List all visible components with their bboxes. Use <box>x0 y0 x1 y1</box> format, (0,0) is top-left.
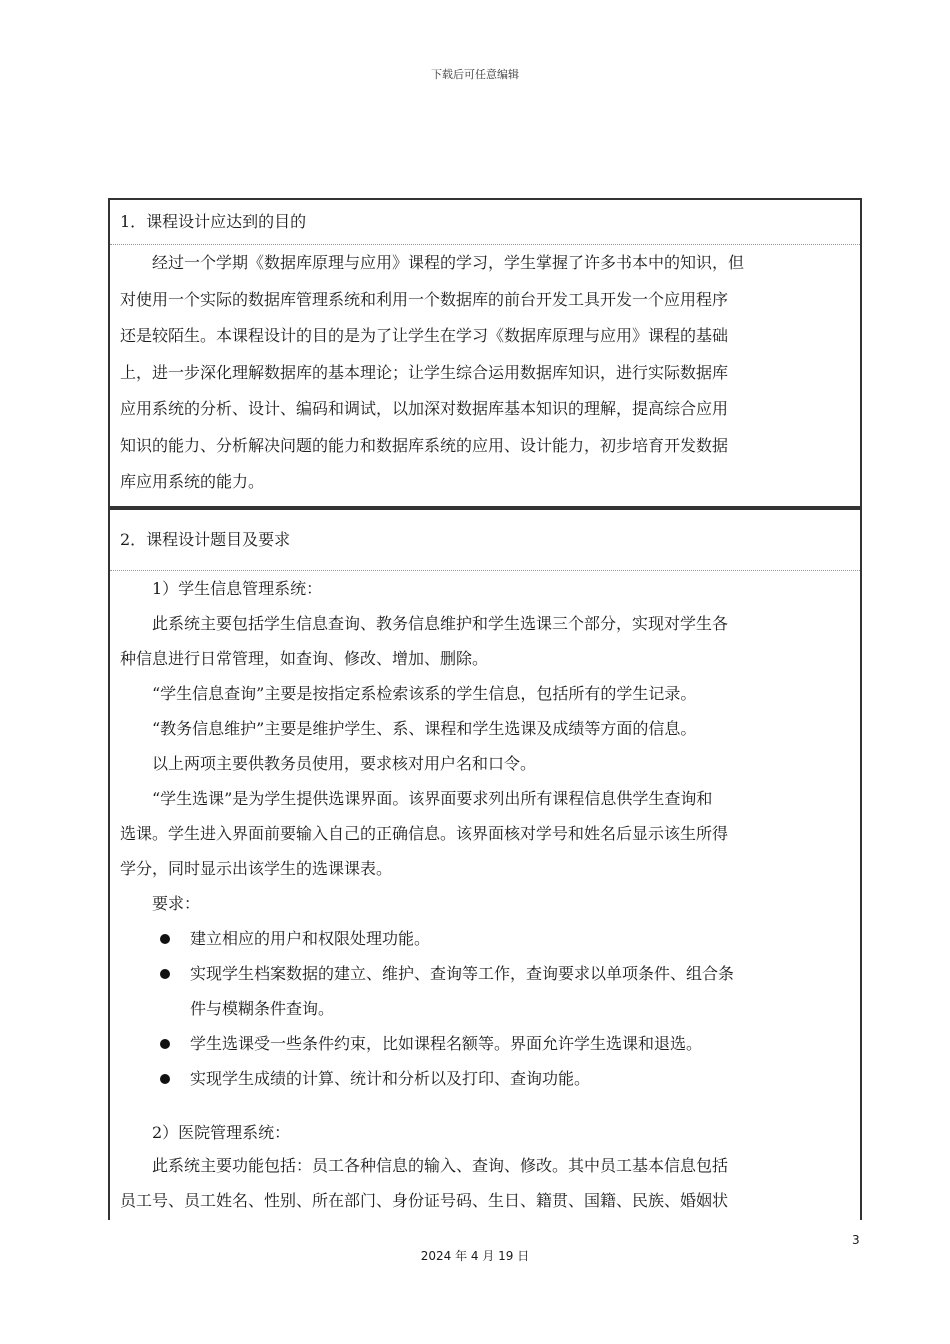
section-title: 2．课程设计题目及要求 <box>110 510 860 571</box>
paragraph-line: 还是较陌生。本课程设计的目的是为了让学生在学习《数据库原理与应用》课程的基础 <box>120 326 729 345</box>
footer-date: 2024 年 4 月 19 日 <box>420 1249 530 1263</box>
subsection-title: 2）医院管理系统： <box>152 1123 291 1142</box>
subsection-title: 1）学生信息管理系统： <box>152 579 323 598</box>
section-body <box>110 245 860 501</box>
paragraph-line: 上，进一步深化理解数据库的基本理论；让学生综合运用数据库知识，进行实际数据库 <box>120 362 729 382</box>
list-item-text: 实现学生成绩的计算、统计和分析以及打印、查询功能。 <box>190 1069 591 1088</box>
paragraph-line: 此系统主要包括学生信息查询、教务信息维护和学生选课三个部分，实现对学生各 <box>152 614 729 633</box>
paragraph-line: 种信息进行日常管理，如查询、修改、增加、删除。 <box>120 649 489 668</box>
section-title: 1．课程设计应达到的目的 <box>110 200 860 245</box>
section-requirements <box>108 508 862 1220</box>
bullet-icon <box>160 1074 170 1084</box>
list-item <box>120 921 852 956</box>
paragraph-line: 以上两项主要供教务员使用，要求核对用户名和口令。 <box>152 754 537 773</box>
bullet-icon <box>160 969 170 979</box>
paragraph-line: 经过一个学期《数据库原理与应用》课程的学习，学生掌握了许多书本中的知识，但 <box>152 253 745 272</box>
bullet-icon <box>160 1039 170 1049</box>
paragraph-line: “教务信息维护”主要是维护学生、系、课程和学生选课及成绩等方面的信息。 <box>152 719 697 738</box>
section-body <box>110 571 860 1218</box>
list-item <box>120 956 852 991</box>
list-item-text: 件与模糊条件查询。 <box>190 999 335 1018</box>
paragraph-line: 学分，同时显示出该学生的选课课表。 <box>120 859 393 878</box>
page-number: 3 <box>852 1233 860 1247</box>
requirements-label: 要求： <box>152 894 201 913</box>
section-purpose <box>108 198 862 508</box>
paragraph-line: 员工号、员工姓名、性别、所在部门、身份证号码、生日、籍贯、国籍、民族、婚姻状 <box>120 1191 729 1210</box>
paragraph-line: 对使用一个实际的数据库管理系统和利用一个数据库的前台开发工具开发一个应用程序 <box>120 289 729 309</box>
list-item-continuation <box>120 991 852 1026</box>
header-note: 下载后可任意编辑 <box>431 68 519 81</box>
list-item <box>120 1026 852 1061</box>
bullet-icon <box>160 934 170 944</box>
list-item <box>120 1061 852 1096</box>
paragraph-line: 知识的能力、分析解决问题的能力和数据库系统的应用、设计能力，初步培育开发数据 <box>120 435 729 455</box>
paragraph-line: 应用系统的分析、设计、编码和调试，以加深对数据库基本知识的理解，提高综合应用 <box>120 399 729 418</box>
list-item-text: 实现学生档案数据的建立、维护、查询等工作，查询要求以单项条件、组合条 <box>190 964 735 983</box>
paragraph-line: “学生选课”是为学生提供选课界面。该界面要求列出所有课程信息供学生查询和 <box>152 789 713 808</box>
paragraph-line: 库应用系统的能力。 <box>120 472 265 491</box>
requirements-list <box>120 921 852 1096</box>
paragraph-line: 此系统主要功能包括：员工各种信息的输入、查询、修改。其中员工基本信息包括 <box>152 1156 729 1175</box>
list-item-text: 学生选课受一些条件约束，比如课程名额等。界面允许学生选课和退选。 <box>190 1034 703 1053</box>
paragraph-line: “学生信息查询”主要是按指定系检索该系的学生信息，包括所有的学生记录。 <box>152 684 697 703</box>
list-item-text: 建立相应的用户和权限处理功能。 <box>190 929 431 948</box>
paragraph-line: 选课。学生进入界面前要输入自己的正确信息。该界面核对学号和姓名后显示该生所得 <box>120 824 729 843</box>
